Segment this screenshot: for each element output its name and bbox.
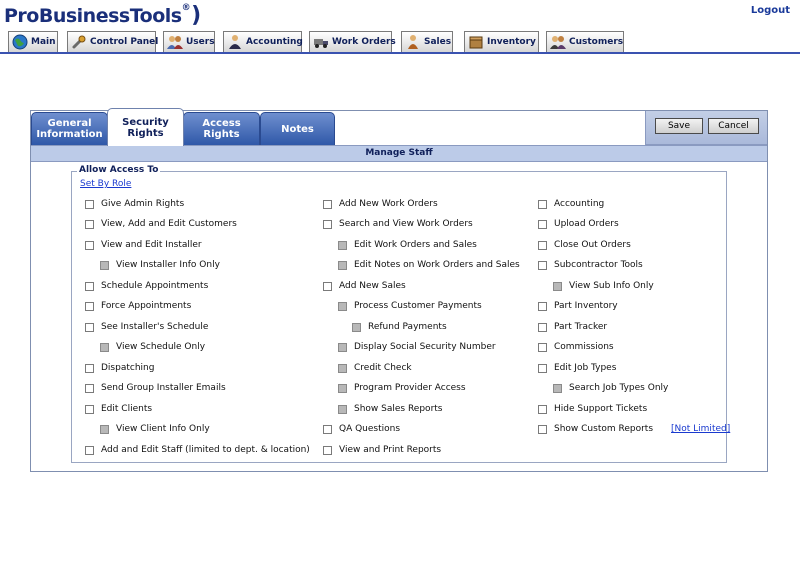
checkbox-search-job-types-only [553,383,668,393]
checkbox-box[interactable] [85,405,94,414]
nav-tab-sales[interactable] [401,31,453,52]
checkbox-add-new-work-orders[interactable] [323,199,438,209]
nav-tab-label: Customers [569,37,624,47]
nav-tab-inventory[interactable] [464,31,539,52]
logout-link[interactable]: Logout [750,5,790,16]
checkbox-label: Accounting [554,199,605,209]
checkbox-credit-check [338,363,412,373]
checkbox-box[interactable] [538,343,547,352]
checkbox-view-client-info-only [100,424,210,434]
checkbox-box[interactable] [538,302,547,311]
checkbox-label: Display Social Security Number [354,342,496,352]
checkbox-part-inventory[interactable] [538,301,618,311]
not-limited-link[interactable]: [Not Limited] [671,424,731,434]
logo-trademark: ® [181,3,191,13]
logo-swoosh-icon: ) [191,3,201,28]
checkbox-label: Give Admin Rights [101,199,185,209]
tab-notes[interactable]: Notes [260,112,335,145]
nav-tab-label: Accounting [246,37,303,47]
checkbox-box [100,343,109,352]
checkbox-label: Force Appointments [101,301,192,311]
checkbox-label: Dispatching [101,363,155,373]
checkbox-close-out-orders[interactable] [538,240,631,250]
checkbox-label: View and Print Reports [339,445,442,455]
cancel-button[interactable]: Cancel [708,118,759,134]
checkbox-label: Hide Support Tickets [554,404,648,414]
checkbox-box[interactable] [323,220,332,229]
checkbox-box[interactable] [323,446,332,455]
checkbox-hide-support-tickets[interactable] [538,404,647,414]
checkbox-label: Show Sales Reports [354,404,443,414]
checkbox-qa-questions[interactable] [323,424,400,434]
checkbox-label: Commissions [554,342,614,352]
checkbox-process-customer-payments [338,301,482,311]
checkbox-label: Add New Sales [339,281,406,291]
checkbox-accounting[interactable] [538,199,604,209]
checkbox-box[interactable] [85,446,94,455]
checkbox-give-admin-rights[interactable] [85,199,184,209]
checkbox-label: Edit Work Orders and Sales [354,240,477,250]
checkbox-box[interactable] [85,241,94,250]
nav-tab-main[interactable] [8,31,58,52]
save-button[interactable]: Save [655,118,703,134]
logo-text: ProBusinessTools [4,5,182,27]
checkbox-label: View Sub Info Only [569,281,654,291]
checkbox-box[interactable] [85,302,94,311]
checkbox-label: See Installer's Schedule [101,322,209,332]
checkbox-view-schedule-only [100,342,205,352]
checkbox-box [553,384,562,393]
nav-tab-accounting[interactable] [223,31,302,52]
nav-tab-control-panel[interactable] [67,31,159,52]
checkbox-label: Program Provider Access [354,383,466,393]
checkbox-box[interactable] [85,282,94,291]
checkbox-label: Part Inventory [554,301,618,311]
salesperson-icon [405,34,421,50]
checkbox-box[interactable] [538,323,547,332]
checkbox-box [338,405,347,414]
checkbox-box [100,425,109,434]
checkbox-box[interactable] [538,405,547,414]
checkbox-box[interactable] [85,323,94,332]
checkbox-commissions[interactable] [538,342,614,352]
checkbox-label: Process Customer Payments [354,301,482,311]
checkbox-search-view-work-orders[interactable] [323,219,473,229]
checkbox-box [553,282,562,291]
checkbox-view-print-reports[interactable] [323,445,441,455]
checkbox-box[interactable] [323,282,332,291]
checkbox-box[interactable] [538,364,547,373]
checkbox-send-group-installer-emails[interactable] [85,383,226,393]
checkbox-label: Show Custom Reports [554,424,654,434]
box-icon [468,34,484,50]
allow-access-fieldset [71,165,731,463]
checkbox-add-edit-staff[interactable] [85,445,310,455]
staff-panel [30,110,768,472]
checkbox-edit-job-types[interactable] [538,363,616,373]
checkbox-view-installer-info-only [100,260,220,270]
checkbox-label: Refund Payments [368,322,447,332]
main-nav [0,30,800,53]
checkbox-box[interactable] [538,425,547,434]
checkbox-label: Add New Work Orders [339,199,438,209]
checkbox-upload-orders[interactable] [538,219,619,229]
tab-security-rights[interactable]: Security Rights [107,108,184,146]
checkbox-force-appointments[interactable] [85,301,191,311]
checkbox-box [338,343,347,352]
fieldset-legend: Allow Access To [79,165,159,175]
nav-tab-label: Work Orders [332,37,396,47]
checkbox-edit-clients[interactable] [85,404,152,414]
checkbox-box[interactable] [85,384,94,393]
checkbox-box[interactable] [85,364,94,373]
checkbox-box[interactable] [85,200,94,209]
checkbox-label: View and Edit Installer [101,240,202,250]
checkbox-box [352,323,361,332]
checkbox-label: Add and Edit Staff (limited to dept. & location) [101,445,310,455]
tab-access-rights[interactable]: Access Rights [183,112,260,145]
checkbox-edit-work-orders-sales [338,240,477,250]
globe-icon [12,34,28,50]
checkbox-box[interactable] [85,220,94,229]
nav-tab-label: Main [31,37,56,47]
checkbox-label: Edit Job Types [554,363,617,373]
wrench-icon [71,34,87,50]
checkbox-schedule-appointments[interactable] [85,281,208,291]
checkbox-program-provider-access [338,383,466,393]
checkbox-box [338,241,347,250]
truck-icon [313,34,329,50]
checkbox-label: Search and View Work Orders [339,219,473,229]
action-buttons [645,111,767,145]
checkbox-box [338,261,347,270]
nav-tab-customers[interactable] [546,31,624,52]
checkbox-part-tracker[interactable] [538,322,607,332]
set-by-role-link[interactable]: Set By Role [80,179,132,189]
checkbox-subcontractor-tools[interactable] [538,260,643,270]
checkbox-box[interactable] [323,200,332,209]
checkbox-show-custom-reports[interactable] [538,424,730,434]
tab-general-information[interactable]: General Information [31,112,108,145]
checkbox-box[interactable] [538,241,547,250]
checkbox-add-new-sales[interactable] [323,281,406,291]
nav-tab-work-orders[interactable] [309,31,396,52]
customers-icon [550,34,566,50]
accountant-icon [227,34,243,50]
users-icon [167,34,183,50]
checkbox-box [338,384,347,393]
page-title: Manage Staff [31,145,767,162]
section-tabstrip [31,111,767,145]
checkbox-box[interactable] [538,220,547,229]
checkbox-display-ssn [338,342,496,352]
checkbox-label: Send Group Installer Emails [101,383,226,393]
checkbox-label: QA Questions [339,424,401,434]
checkbox-label: Upload Orders [554,219,619,229]
checkbox-label: Schedule Appointments [101,281,209,291]
checkbox-box [338,364,347,373]
checkbox-box [338,302,347,311]
nav-tab-label: Control Panel [90,37,159,47]
nav-rule [0,52,800,54]
checkbox-label: View, Add and Edit Customers [101,219,237,229]
checkbox-view-edit-installer[interactable] [85,240,202,250]
checkbox-dispatching[interactable] [85,363,154,373]
nav-tab-label: Users [186,37,215,47]
checkbox-label: Search Job Types Only [569,383,669,393]
checkbox-refund-payments [352,322,447,332]
checkbox-box[interactable] [538,261,547,270]
checkbox-label: View Client Info Only [116,424,210,434]
checkbox-edit-notes-work-orders-sales [338,260,520,270]
checkbox-label: Edit Clients [101,404,153,414]
nav-tab-users[interactable] [163,31,215,52]
checkbox-label: Subcontractor Tools [554,260,643,270]
checkbox-show-sales-reports [338,404,442,414]
checkbox-label: View Schedule Only [116,342,206,352]
checkbox-label: Edit Notes on Work Orders and Sales [354,260,520,270]
checkbox-box[interactable] [323,425,332,434]
checkbox-label: Credit Check [354,363,412,373]
checkbox-view-add-edit-customers[interactable] [85,219,237,229]
checkbox-see-installers-schedule[interactable] [85,322,208,332]
nav-tab-label: Inventory [487,37,536,47]
checkbox-label: View Installer Info Only [116,260,220,270]
checkbox-label: Part Tracker [554,322,608,332]
checkbox-label: Close Out Orders [554,240,631,250]
nav-tab-label: Sales [424,37,452,47]
logo [4,3,201,28]
checkbox-view-sub-info-only [553,281,654,291]
checkbox-box [100,261,109,270]
checkbox-box[interactable] [538,200,547,209]
